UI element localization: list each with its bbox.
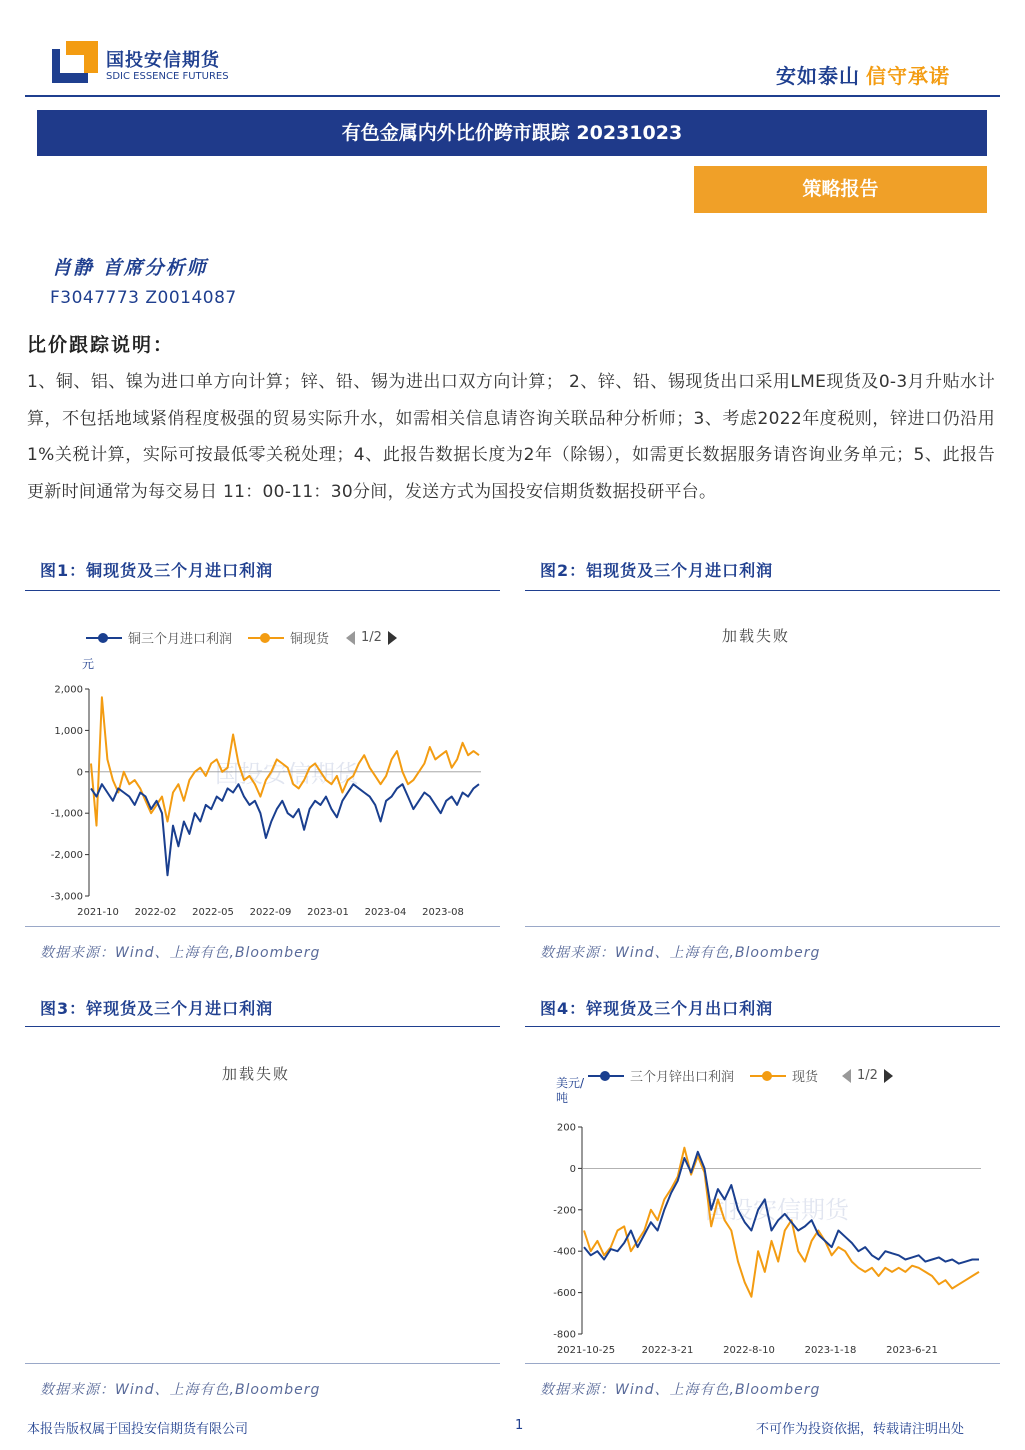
watermark-text: 国投安信期货 [705,1196,849,1224]
legend-pager: 1/2 [857,1068,878,1083]
legend-label-series-2[interactable]: 铜现货 [290,632,330,647]
y-tick-label: 200 [556,1122,576,1134]
y-tick-label: -600 [553,1288,576,1300]
footer-page-number: 1 [515,1418,524,1433]
figure-2-bottom-rule [525,926,1000,927]
notes-text: 1、铜、铝、镍为进口单方向计算；锌、铅、锡为进出口双方向计算； 2、锌、铅、锡现货出口采用LME现货及0-3月升贴水计算，不包括地域紧俏程度极强的贸易实际升水，如需相关信息请咨询关联品种分析师；3、考虑2022年度税则，锌进口仍沿用1%关税计算，实际可按最低零关税处理；4、此报告数据长度为2年（除锡），如需更长数据服务请咨询业务单元；5、此报告更新时间通常为每交易日 11：00-11：30分间，发送方式为国投安信期货数据投研平台。 [27,372,995,502]
series-line-1 [91,784,479,875]
legend-next-icon[interactable] [884,1069,893,1083]
x-tick-label: 2023-04 [364,907,407,918]
figure-1-top-rule [25,590,500,591]
x-tick-label: 2022-02 [134,907,177,918]
company-logo-icon [52,41,98,83]
figure-4-bottom-rule [525,1363,1000,1364]
report-title: 有色金属内外比价跨市跟踪 20231023 [37,110,987,156]
slogan-part1: 安如泰山 [776,64,860,88]
slogan [776,60,950,89]
x-tick-label: 2022-05 [192,907,234,918]
y-tick-label: -400 [553,1246,576,1258]
x-tick-label: 2023-1-18 [804,1345,857,1356]
watermark-text: 国投安信期货 [215,760,359,788]
y-tick-label: -3,000 [50,891,83,903]
legend-label-series-2[interactable]: 现货 [792,1070,819,1085]
y-tick-label: -800 [553,1329,576,1341]
x-tick-label: 2021-10-25 [556,1345,616,1356]
header-divider [25,95,1000,97]
x-tick-label: 2023-01 [307,907,349,918]
legend-prev-icon[interactable] [346,631,355,645]
figure-1-chart [25,672,500,924]
y-tick-label: 0 [76,767,83,779]
legend-pager: 1/2 [361,630,382,645]
figure-2-title: 图2：铝现货及三个月进口利润 [540,561,774,580]
logo-text: 国投安信期货 [106,50,220,71]
y-tick-label: -2,000 [50,850,83,862]
figure-1-title: 图1：铜现货及三个月进口利润 [40,561,274,580]
figure-3-source: 数据来源：Wind、上海有色,Bloomberg [40,1382,321,1398]
figure-2-source: 数据来源：Wind、上海有色,Bloomberg [540,945,821,961]
y-tick-label: -200 [553,1205,576,1217]
notes-heading: 比价跟踪说明： [27,334,175,356]
figure-4-title: 图4：锌现货及三个月出口利润 [540,999,774,1018]
figure-1-unit: 元 [82,657,95,671]
figure-3-load-failed: 加载失败 [222,1065,291,1083]
x-tick-label: 2021-10 [77,907,119,918]
footer-copyright: 本报告版权属于国投安信期货有限公司 [27,1422,249,1437]
y-tick-label: -1,000 [50,808,83,820]
x-tick-label: 2023-6-21 [886,1345,938,1356]
x-tick-label: 2023-08 [422,907,464,918]
logo-subtext: SDIC ESSENCE FUTURES [106,71,229,82]
footer-disclaimer: 不可作为投资依据，转载请注明出处 [756,1422,965,1437]
legend-label-series-1[interactable]: 三个月锌出口利润 [630,1070,735,1085]
slogan-part2: 信守承诺 [866,64,950,88]
figure-1-bottom-rule [25,926,500,927]
legend-prev-icon[interactable] [842,1069,851,1083]
x-tick-label: 2022-8-10 [723,1345,775,1356]
legend-next-icon[interactable] [388,631,397,645]
figure-4-legend [588,1066,893,1085]
figure-4-source: 数据来源：Wind、上海有色,Bloomberg [540,1382,821,1398]
x-tick-label: 2022-3-21 [641,1345,694,1356]
figure-1-legend [86,628,397,647]
figure-2-load-failed: 加载失败 [722,627,791,645]
figure-4-chart [525,1110,1000,1362]
report-type-badge: 策略报告 [694,166,987,213]
figure-1-source: 数据来源：Wind、上海有色,Bloomberg [40,945,321,961]
figure-3-top-rule [25,1026,500,1027]
legend-marker-orange [248,631,284,645]
figure-4-unit: 美元/吨 [556,1076,585,1105]
figure-4-top-rule [525,1026,1000,1027]
author-license: F3047773 Z0014087 [50,288,237,308]
figure-2-top-rule [525,590,1000,591]
legend-marker-orange [750,1069,786,1083]
y-tick-label: 0 [569,1163,576,1175]
legend-marker-blue [86,631,122,645]
y-tick-label: 1,000 [54,725,83,737]
figure-3-title: 图3：锌现货及三个月进口利润 [40,999,274,1018]
author-name: 肖静 首席分析师 [52,257,208,279]
y-tick-label: 2,000 [54,684,83,696]
x-tick-label: 2022-09 [249,907,292,918]
legend-label-series-1[interactable]: 铜三个月进口利润 [128,632,233,647]
figure-3-bottom-rule [25,1363,500,1364]
legend-marker-blue [588,1069,624,1083]
